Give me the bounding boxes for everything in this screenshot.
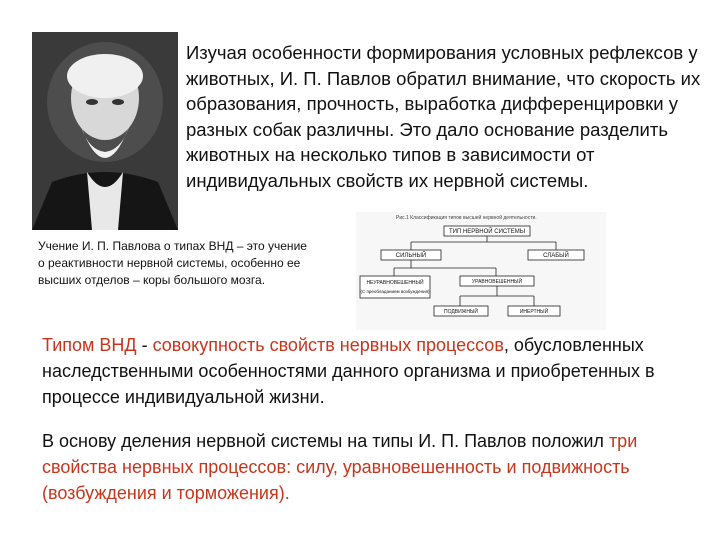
vnd-caption: Учение И. П. Павлова о типах ВНД – это учение о реактивности нервной системы, особенно ее высших отделов – коры большого мозга. xyxy=(38,239,307,287)
diagram-weak: СЛАБЫЙ xyxy=(543,253,569,259)
diagram-strong: СИЛЬНЫЙ xyxy=(395,253,427,259)
portrait-illustration xyxy=(32,32,178,230)
diagram-mobile: ПОДВИЖНЫЙ xyxy=(444,309,478,315)
diagram-balanced: УРАВНОВЕШЕННЫЙ xyxy=(471,279,523,285)
basis-lead: В основу деления нервной системы на типы И. П. Павлов положил xyxy=(42,431,609,451)
diagram-inert: ИНЕРТНЫЙ xyxy=(519,309,549,315)
pavlov-portrait xyxy=(32,32,178,230)
vnd-separator: - xyxy=(136,335,153,355)
vnd-classification-diagram xyxy=(356,212,606,330)
basis-properties: три свойства нервных процессов: силу, уравновешенность и подвижность (возбуждения и торможения). xyxy=(42,431,638,503)
diagram-unbalanced: НЕУРАВНОВЕШЕННЫЙ xyxy=(366,280,424,286)
diagram-root: ТИП НЕРВНОЙ СИСТЕМЫ xyxy=(448,229,526,235)
diagram-title: Рис.1 Классификация типов высшей нервной деятельности. xyxy=(396,215,537,221)
diagram-unbalanced-note: (С преобладанием возбуждения) xyxy=(360,289,430,294)
vnd-definition xyxy=(42,332,692,410)
vnd-definition-rest: , обусловленных наследственными особенностями данного организма и приобретенных в процессе индивидуальной жизни. xyxy=(42,335,655,407)
vnd-definition-highlight: совокупность свойств нервных процессов xyxy=(152,335,504,355)
intro-paragraph: Изучая особенности формирования условных рефлексов у животных, И. П. Павлов обратил внимание, что скорость их образования, прочность, выработка дифференцировки у разных собак различны. Это дало основание разделить животных на несколько типов в зависимости от индивидуальных свойств их нервной системы. xyxy=(186,42,701,191)
vnd-term: Типом ВНД xyxy=(42,335,137,355)
pavlov-basis-paragraph xyxy=(42,428,692,506)
